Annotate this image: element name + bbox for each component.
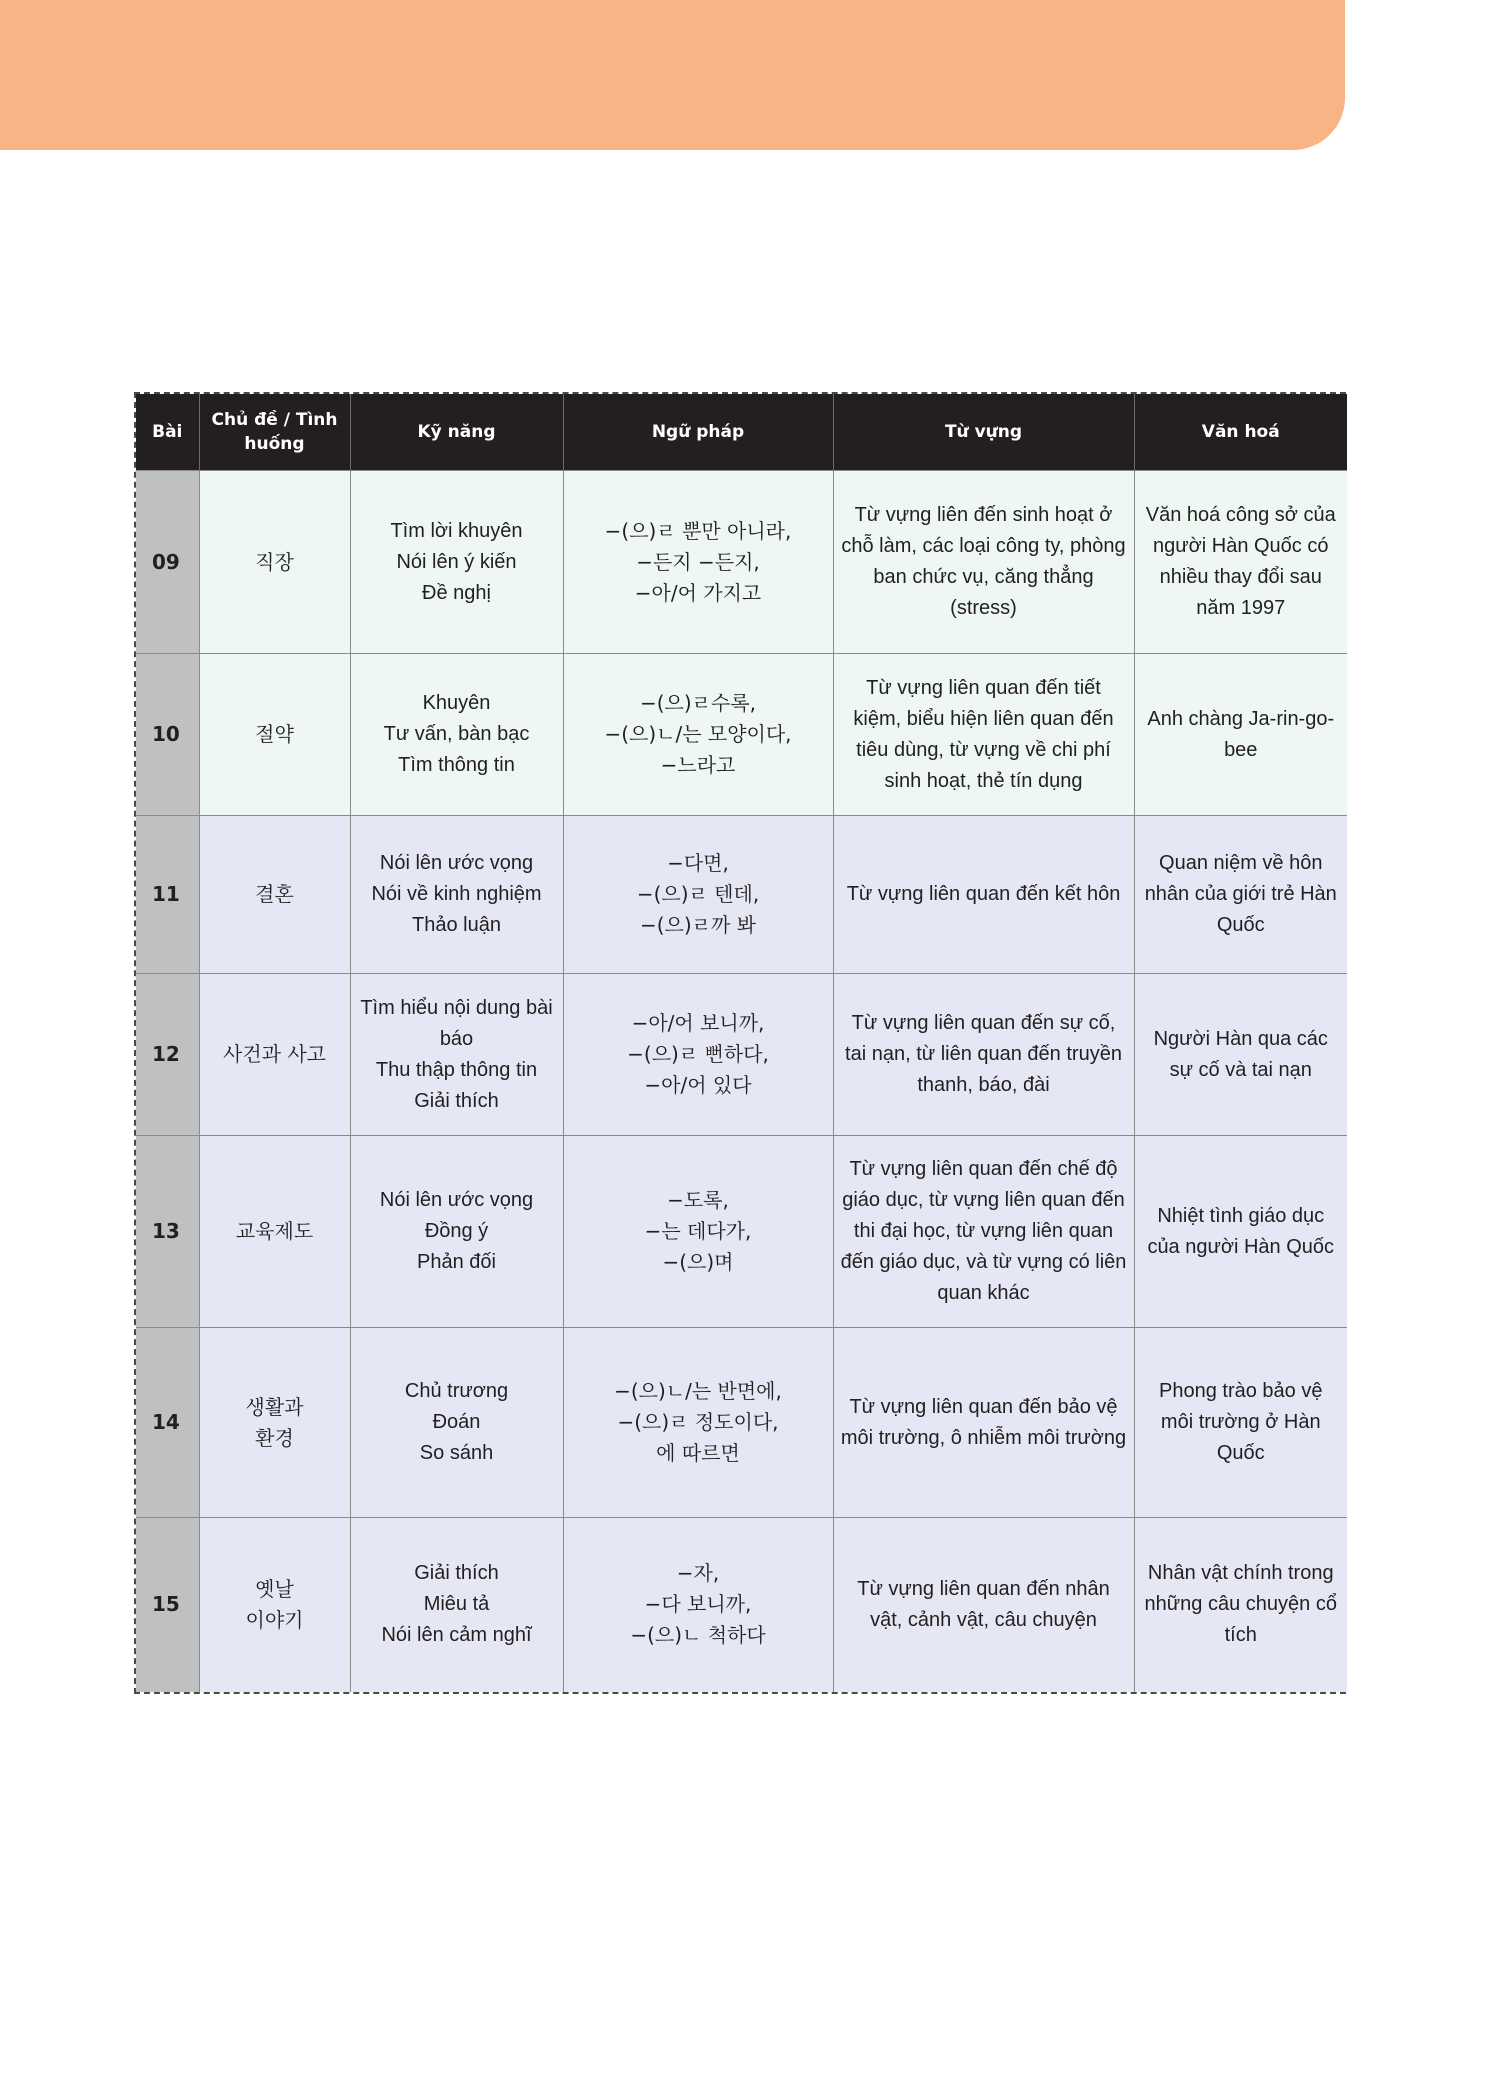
table-row — [136, 1328, 1347, 1518]
lesson-vocab: Từ vựng liên quan đến chế độ giáo dục, từ vựng liên quan đến thi đại học, từ vựng liên quan đến giáo dục, và từ vựng có liên quan khác — [833, 1136, 1134, 1328]
lesson-culture: Anh chàng Ja-rin-go-bee — [1134, 654, 1347, 816]
lesson-skills: Giải thích Miêu tả Nói lên cảm nghĩ — [350, 1518, 563, 1692]
lesson-culture: Phong trào bảo vệ môi trường ở Hàn Quốc — [1134, 1328, 1347, 1518]
table-row — [136, 974, 1347, 1136]
lesson-number: 14 — [136, 1328, 199, 1518]
table-row — [136, 471, 1347, 654]
lesson-skills: Chủ trương Đoán So sánh — [350, 1328, 563, 1518]
lesson-culture: Người Hàn qua các sự cố và tai nạn — [1134, 974, 1347, 1136]
lesson-skills: Nói lên ước vọng Nói về kinh nghiệm Thảo luận — [350, 816, 563, 974]
header-grammar: Ngữ pháp — [563, 394, 833, 471]
lesson-grammar: −(으)ㄹ수록, −(으)ㄴ/는 모양이다, −느라고 — [563, 654, 833, 816]
lesson-topic: 사건과 사고 — [199, 974, 350, 1136]
lesson-topic: 교육제도 — [199, 1136, 350, 1328]
header-vocab: Từ vựng — [833, 394, 1134, 471]
lesson-grammar: −다면, −(으)ㄹ 텐데, −(으)ㄹ까 봐 — [563, 816, 833, 974]
lesson-number: 10 — [136, 654, 199, 816]
lesson-skills: Tìm lời khuyên Nói lên ý kiến Đề nghị — [350, 471, 563, 654]
curriculum-table-wrapper — [134, 392, 1346, 1694]
lesson-topic: 직장 — [199, 471, 350, 654]
lesson-skills: Tìm hiểu nội dung bài báo Thu thập thông tin Giải thích — [350, 974, 563, 1136]
lesson-vocab: Từ vựng liên quan đến bảo vệ môi trường, ô nhiễm môi trường — [833, 1328, 1134, 1518]
table-header-row — [136, 394, 1347, 471]
lesson-number: 09 — [136, 471, 199, 654]
lesson-grammar: −자, −다 보니까, −(으)ㄴ 척하다 — [563, 1518, 833, 1692]
lesson-topic: 생활과 환경 — [199, 1328, 350, 1518]
lesson-skills: Khuyên Tư vấn, bàn bạc Tìm thông tin — [350, 654, 563, 816]
header-culture: Văn hoá — [1134, 394, 1347, 471]
table-row — [136, 1136, 1347, 1328]
header-skills: Kỹ năng — [350, 394, 563, 471]
table-row — [136, 816, 1347, 974]
lesson-grammar: −아/어 보니까, −(으)ㄹ 뻔하다, −아/어 있다 — [563, 974, 833, 1136]
lesson-grammar: −(으)ㄹ 뿐만 아니라, −든지 −든지, −아/어 가지고 — [563, 471, 833, 654]
lesson-vocab: Từ vựng liên quan đến tiết kiệm, biểu hiện liên quan đến tiêu dùng, từ vựng về chi phí sinh hoạt, thẻ tín dụng — [833, 654, 1134, 816]
lesson-number: 11 — [136, 816, 199, 974]
lesson-number: 13 — [136, 1136, 199, 1328]
lesson-grammar: −(으)ㄴ/는 반면에, −(으)ㄹ 정도이다, 에 따르면 — [563, 1328, 833, 1518]
lesson-topic: 옛날 이야기 — [199, 1518, 350, 1692]
lesson-culture: Quan niệm về hôn nhân của giới trẻ Hàn Quốc — [1134, 816, 1347, 974]
table-row — [136, 1518, 1347, 1692]
header-topic: Chủ đề / Tình huống — [199, 394, 350, 471]
lesson-skills: Nói lên ước vọng Đồng ý Phản đối — [350, 1136, 563, 1328]
lesson-topic: 절약 — [199, 654, 350, 816]
lesson-culture: Nhân vật chính trong những câu chuyện cổ tích — [1134, 1518, 1347, 1692]
lesson-vocab: Từ vựng liên quan đến sự cố, tai nạn, từ liên quan đến truyền thanh, báo, đài — [833, 974, 1134, 1136]
lesson-topic: 결혼 — [199, 816, 350, 974]
lesson-vocab: Từ vựng liên quan đến nhân vật, cảnh vật, câu chuyện — [833, 1518, 1134, 1692]
lesson-culture: Văn hoá công sở của người Hàn Quốc có nhiều thay đổi sau năm 1997 — [1134, 471, 1347, 654]
lesson-number: 15 — [136, 1518, 199, 1692]
lesson-grammar: −도록, −는 데다가, −(으)며 — [563, 1136, 833, 1328]
lesson-vocab: Từ vựng liên đến sinh hoạt ở chỗ làm, các loại công ty, phòng ban chức vụ, căng thẳng (stress) — [833, 471, 1134, 654]
lesson-culture: Nhiệt tình giáo dục của người Hàn Quốc — [1134, 1136, 1347, 1328]
header-lesson: Bài — [136, 394, 199, 471]
table-row — [136, 654, 1347, 816]
lesson-number: 12 — [136, 974, 199, 1136]
curriculum-table — [136, 394, 1347, 1692]
top-banner — [0, 0, 1345, 150]
lesson-vocab: Từ vựng liên quan đến kết hôn — [833, 816, 1134, 974]
